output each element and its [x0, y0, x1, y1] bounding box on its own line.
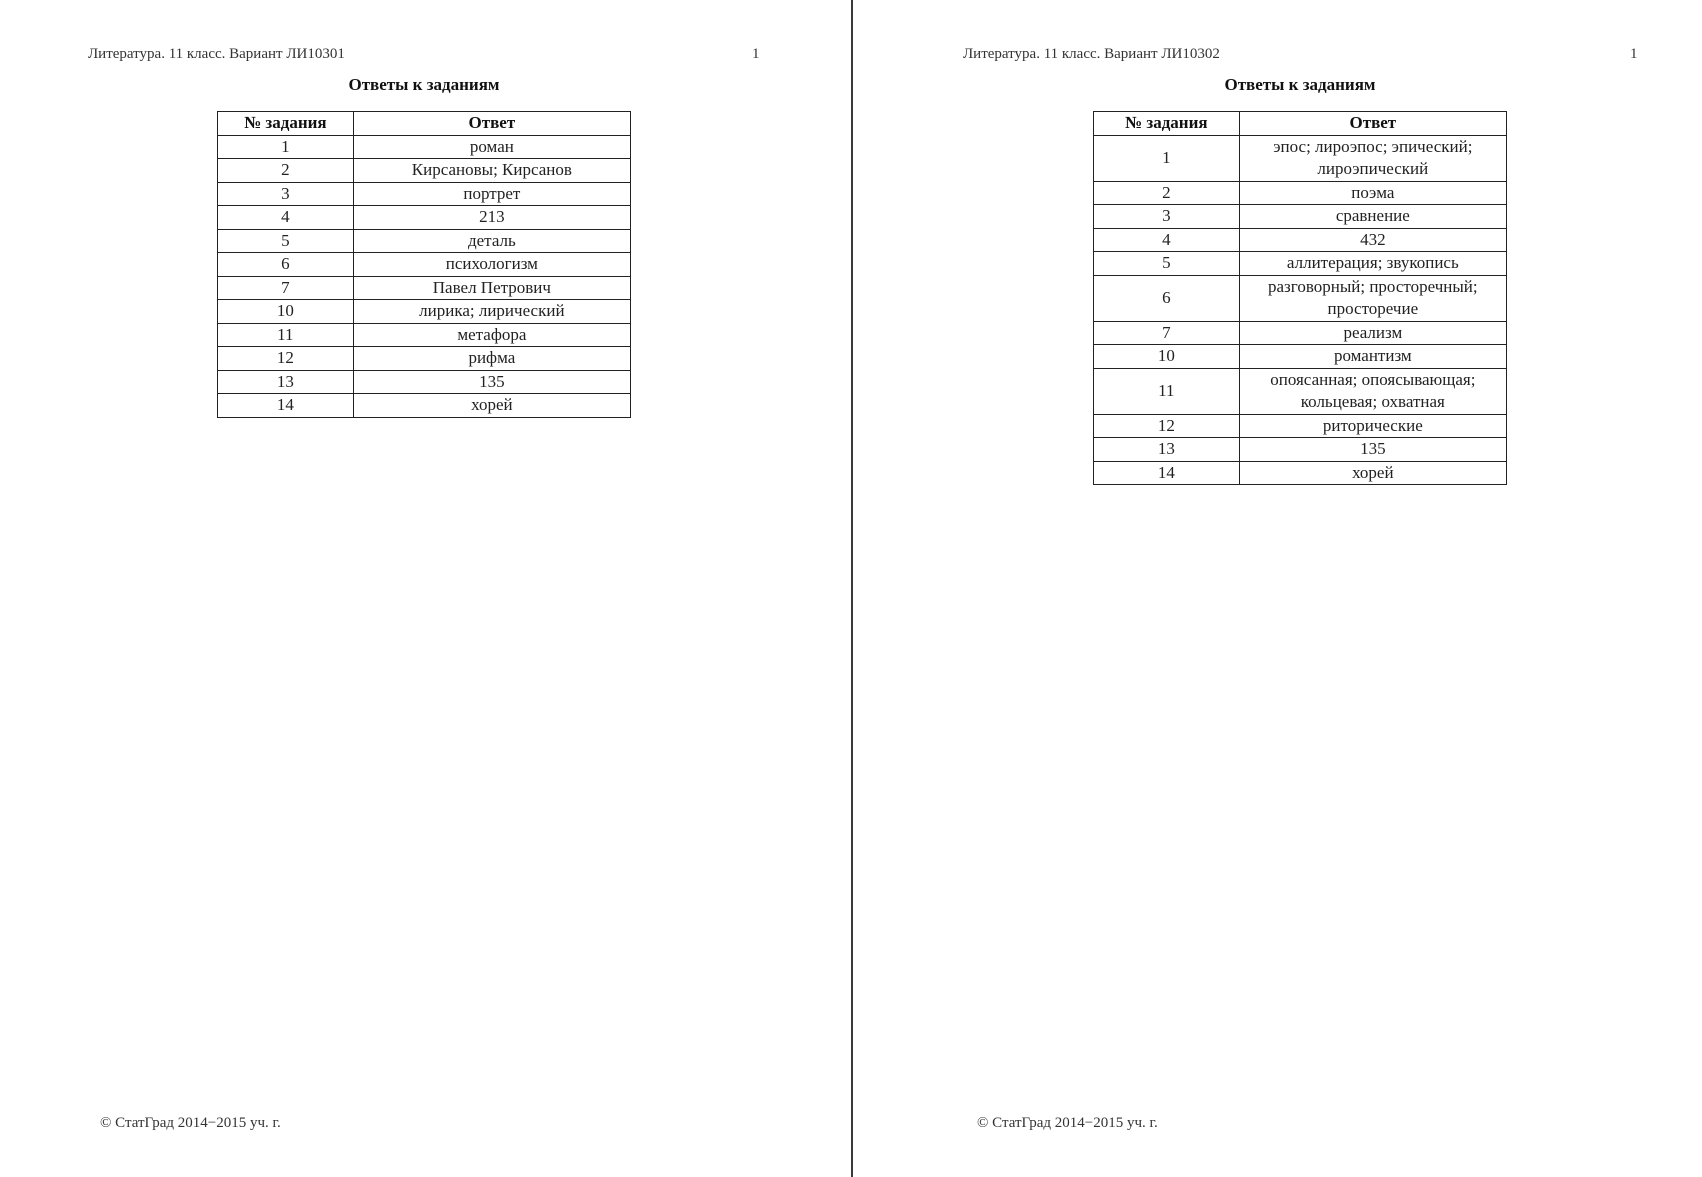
table-header-row	[218, 112, 631, 136]
task-number: 2	[218, 159, 354, 183]
section-title: Ответы к заданиям	[348, 75, 500, 94]
table-row	[1094, 252, 1507, 276]
task-number: 10	[218, 300, 354, 324]
table-row	[1094, 321, 1507, 345]
answer-cell: психологизм	[353, 253, 630, 277]
task-number: 12	[1094, 414, 1240, 438]
task-number: 14	[1094, 461, 1240, 485]
task-number: 10	[1094, 345, 1240, 369]
task-number: 2	[1094, 181, 1240, 205]
section-title: Ответы к заданиям	[1224, 75, 1376, 94]
page-number: 1	[752, 46, 760, 62]
answer-cell: 135	[1239, 438, 1506, 462]
table-row	[218, 182, 631, 206]
table-row	[1094, 228, 1507, 252]
answer-cell: хорей	[1239, 461, 1506, 485]
page-header: Литература. 11 класс. Вариант ЛИ10302	[963, 46, 1220, 62]
table-row	[1094, 414, 1507, 438]
answer-cell: 135	[353, 370, 630, 394]
answer-cell: метафора	[353, 323, 630, 347]
task-number: 13	[218, 370, 354, 394]
table-row	[218, 276, 631, 300]
task-number: 6	[218, 253, 354, 277]
column-header-task: № задания	[1094, 112, 1240, 136]
task-number: 7	[218, 276, 354, 300]
answer-cell: разговорный; просторечный; просторечие	[1239, 275, 1506, 321]
answer-cell: романтизм	[1239, 345, 1506, 369]
column-header-answer: Ответ	[353, 112, 630, 136]
answer-cell: эпос; лироэпос; эпический; лироэпический	[1239, 135, 1506, 181]
answer-cell: 213	[353, 206, 630, 230]
task-number: 5	[1094, 252, 1240, 276]
table-row	[1094, 181, 1507, 205]
task-number: 1	[1094, 135, 1240, 181]
table-row	[218, 347, 631, 371]
task-number: 3	[218, 182, 354, 206]
page-footer: © СтатГрад 2014−2015 уч. г.	[100, 1115, 281, 1131]
task-number: 4	[1094, 228, 1240, 252]
answer-cell: аллитерация; звукопись	[1239, 252, 1506, 276]
task-number: 6	[1094, 275, 1240, 321]
task-number: 1	[218, 135, 354, 159]
answers-table	[1093, 111, 1507, 485]
column-header-answer: Ответ	[1239, 112, 1506, 136]
table-row	[1094, 461, 1507, 485]
answer-cell: Кирсановы; Кирсанов	[353, 159, 630, 183]
table-row	[1094, 135, 1507, 181]
answer-cell: роман	[353, 135, 630, 159]
task-number: 5	[218, 229, 354, 253]
answer-cell: портрет	[353, 182, 630, 206]
task-number: 4	[218, 206, 354, 230]
table-row	[218, 229, 631, 253]
answer-cell: хорей	[353, 394, 630, 418]
table-header-row	[1094, 112, 1507, 136]
task-number: 7	[1094, 321, 1240, 345]
task-number: 3	[1094, 205, 1240, 229]
answer-cell: 432	[1239, 228, 1506, 252]
task-number: 11	[1094, 368, 1240, 414]
table-row	[218, 135, 631, 159]
table-row	[218, 253, 631, 277]
table-row	[218, 206, 631, 230]
page-number: 1	[1630, 46, 1638, 62]
answer-cell: поэма	[1239, 181, 1506, 205]
answer-cell: риторические	[1239, 414, 1506, 438]
table-row	[218, 323, 631, 347]
answer-cell: деталь	[353, 229, 630, 253]
page-header: Литература. 11 класс. Вариант ЛИ10301	[88, 46, 345, 62]
answer-cell: реализм	[1239, 321, 1506, 345]
table-row	[218, 394, 631, 418]
answer-cell: рифма	[353, 347, 630, 371]
table-row	[1094, 275, 1507, 321]
table-row	[218, 300, 631, 324]
answer-cell: Павел Петрович	[353, 276, 630, 300]
table-row	[218, 159, 631, 183]
task-number: 11	[218, 323, 354, 347]
answer-cell: опоясанная; опоясывающая; кольцевая; охватная	[1239, 368, 1506, 414]
answer-cell: сравнение	[1239, 205, 1506, 229]
table-row	[1094, 368, 1507, 414]
table-row	[1094, 438, 1507, 462]
table-row	[1094, 205, 1507, 229]
page-right	[853, 0, 1702, 1177]
task-number: 12	[218, 347, 354, 371]
table-row	[218, 370, 631, 394]
answers-table	[217, 111, 631, 418]
table-row	[1094, 345, 1507, 369]
task-number: 13	[1094, 438, 1240, 462]
answer-cell: лирика; лирический	[353, 300, 630, 324]
column-header-task: № задания	[218, 112, 354, 136]
page-footer: © СтатГрад 2014−2015 уч. г.	[977, 1115, 1158, 1131]
task-number: 14	[218, 394, 354, 418]
